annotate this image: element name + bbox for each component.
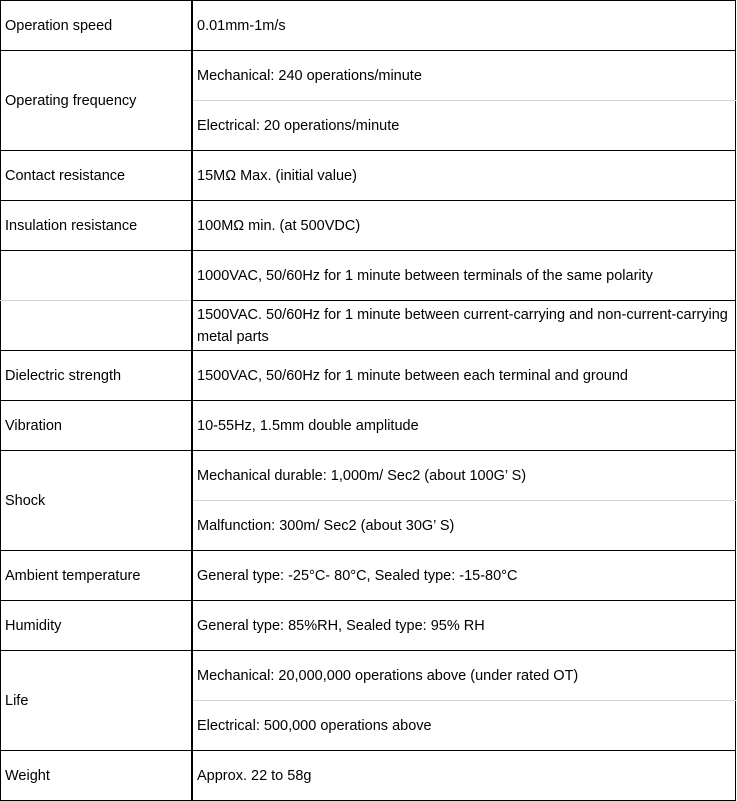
spec-value-life-mechanical: Mechanical: 20,000,000 operations above (under rated OT)	[192, 651, 736, 701]
spec-value-operation-speed: 0.01mm-1m/s	[192, 1, 736, 51]
spec-value-contact-resistance: 15MΩ Max. (initial value)	[192, 151, 736, 201]
spec-label-vibration: Vibration	[1, 401, 193, 451]
spec-label-dielectric-strength: Dielectric strength	[1, 351, 193, 401]
spec-value-shock-malfunction: Malfunction: 300m/ Sec2 (about 30G’ S)	[192, 501, 736, 551]
spec-label-weight: Weight	[1, 751, 193, 801]
table-row	[1, 551, 736, 601]
spec-label-operation-speed: Operation speed	[1, 1, 193, 51]
table-row	[1, 651, 736, 701]
spec-value-vibration: 10-55Hz, 1.5mm double amplitude	[192, 401, 736, 451]
table-row	[1, 401, 736, 451]
table-row	[1, 251, 736, 301]
spec-label-ambient-temperature: Ambient temperature	[1, 551, 193, 601]
table-row	[1, 151, 736, 201]
table-row	[1, 301, 736, 351]
spec-label-operating-frequency: Operating frequency	[1, 51, 193, 151]
spec-value-ambient-temperature: General type: -25°C- 80°C, Sealed type: -15-80°C	[192, 551, 736, 601]
table-row	[1, 451, 736, 501]
spec-label-contact-resistance: Contact resistance	[1, 151, 193, 201]
spec-value-operating-frequency-mechanical: Mechanical: 240 operations/minute	[192, 51, 736, 101]
spec-value-insulation-resistance: 100MΩ min. (at 500VDC)	[192, 201, 736, 251]
spec-value-life-electrical: Electrical: 500,000 operations above	[192, 701, 736, 751]
table-row	[1, 601, 736, 651]
spec-value-humidity: General type: 85%RH, Sealed type: 95% RH	[192, 601, 736, 651]
spec-label-insulation-resistance: Insulation resistance	[1, 201, 193, 251]
spec-label-humidity: Humidity	[1, 601, 193, 651]
spec-label-blank	[1, 251, 193, 301]
table-row	[1, 751, 736, 801]
spec-label-blank	[1, 301, 193, 351]
table-row	[1, 351, 736, 401]
spec-label-life: Life	[1, 651, 193, 751]
spec-value-dielectric-ground: 1500VAC, 50/60Hz for 1 minute between each terminal and ground	[192, 351, 736, 401]
spec-value-dielectric-same-polarity: 1000VAC, 50/60Hz for 1 minute between terminals of the same polarity	[192, 251, 736, 301]
table-row	[1, 1, 736, 51]
spec-value-operating-frequency-electrical: Electrical: 20 operations/minute	[192, 101, 736, 151]
spec-value-shock-mechanical: Mechanical durable: 1,000m/ Sec2 (about 100G’ S)	[192, 451, 736, 501]
spec-value-weight: Approx. 22 to 58g	[192, 751, 736, 801]
table-row	[1, 51, 736, 101]
table-row	[1, 201, 736, 251]
spec-value-dielectric-metal-parts: 1500VAC. 50/60Hz for 1 minute between current-carrying and non-current-carrying metal parts	[192, 301, 736, 351]
spec-label-shock: Shock	[1, 451, 193, 551]
